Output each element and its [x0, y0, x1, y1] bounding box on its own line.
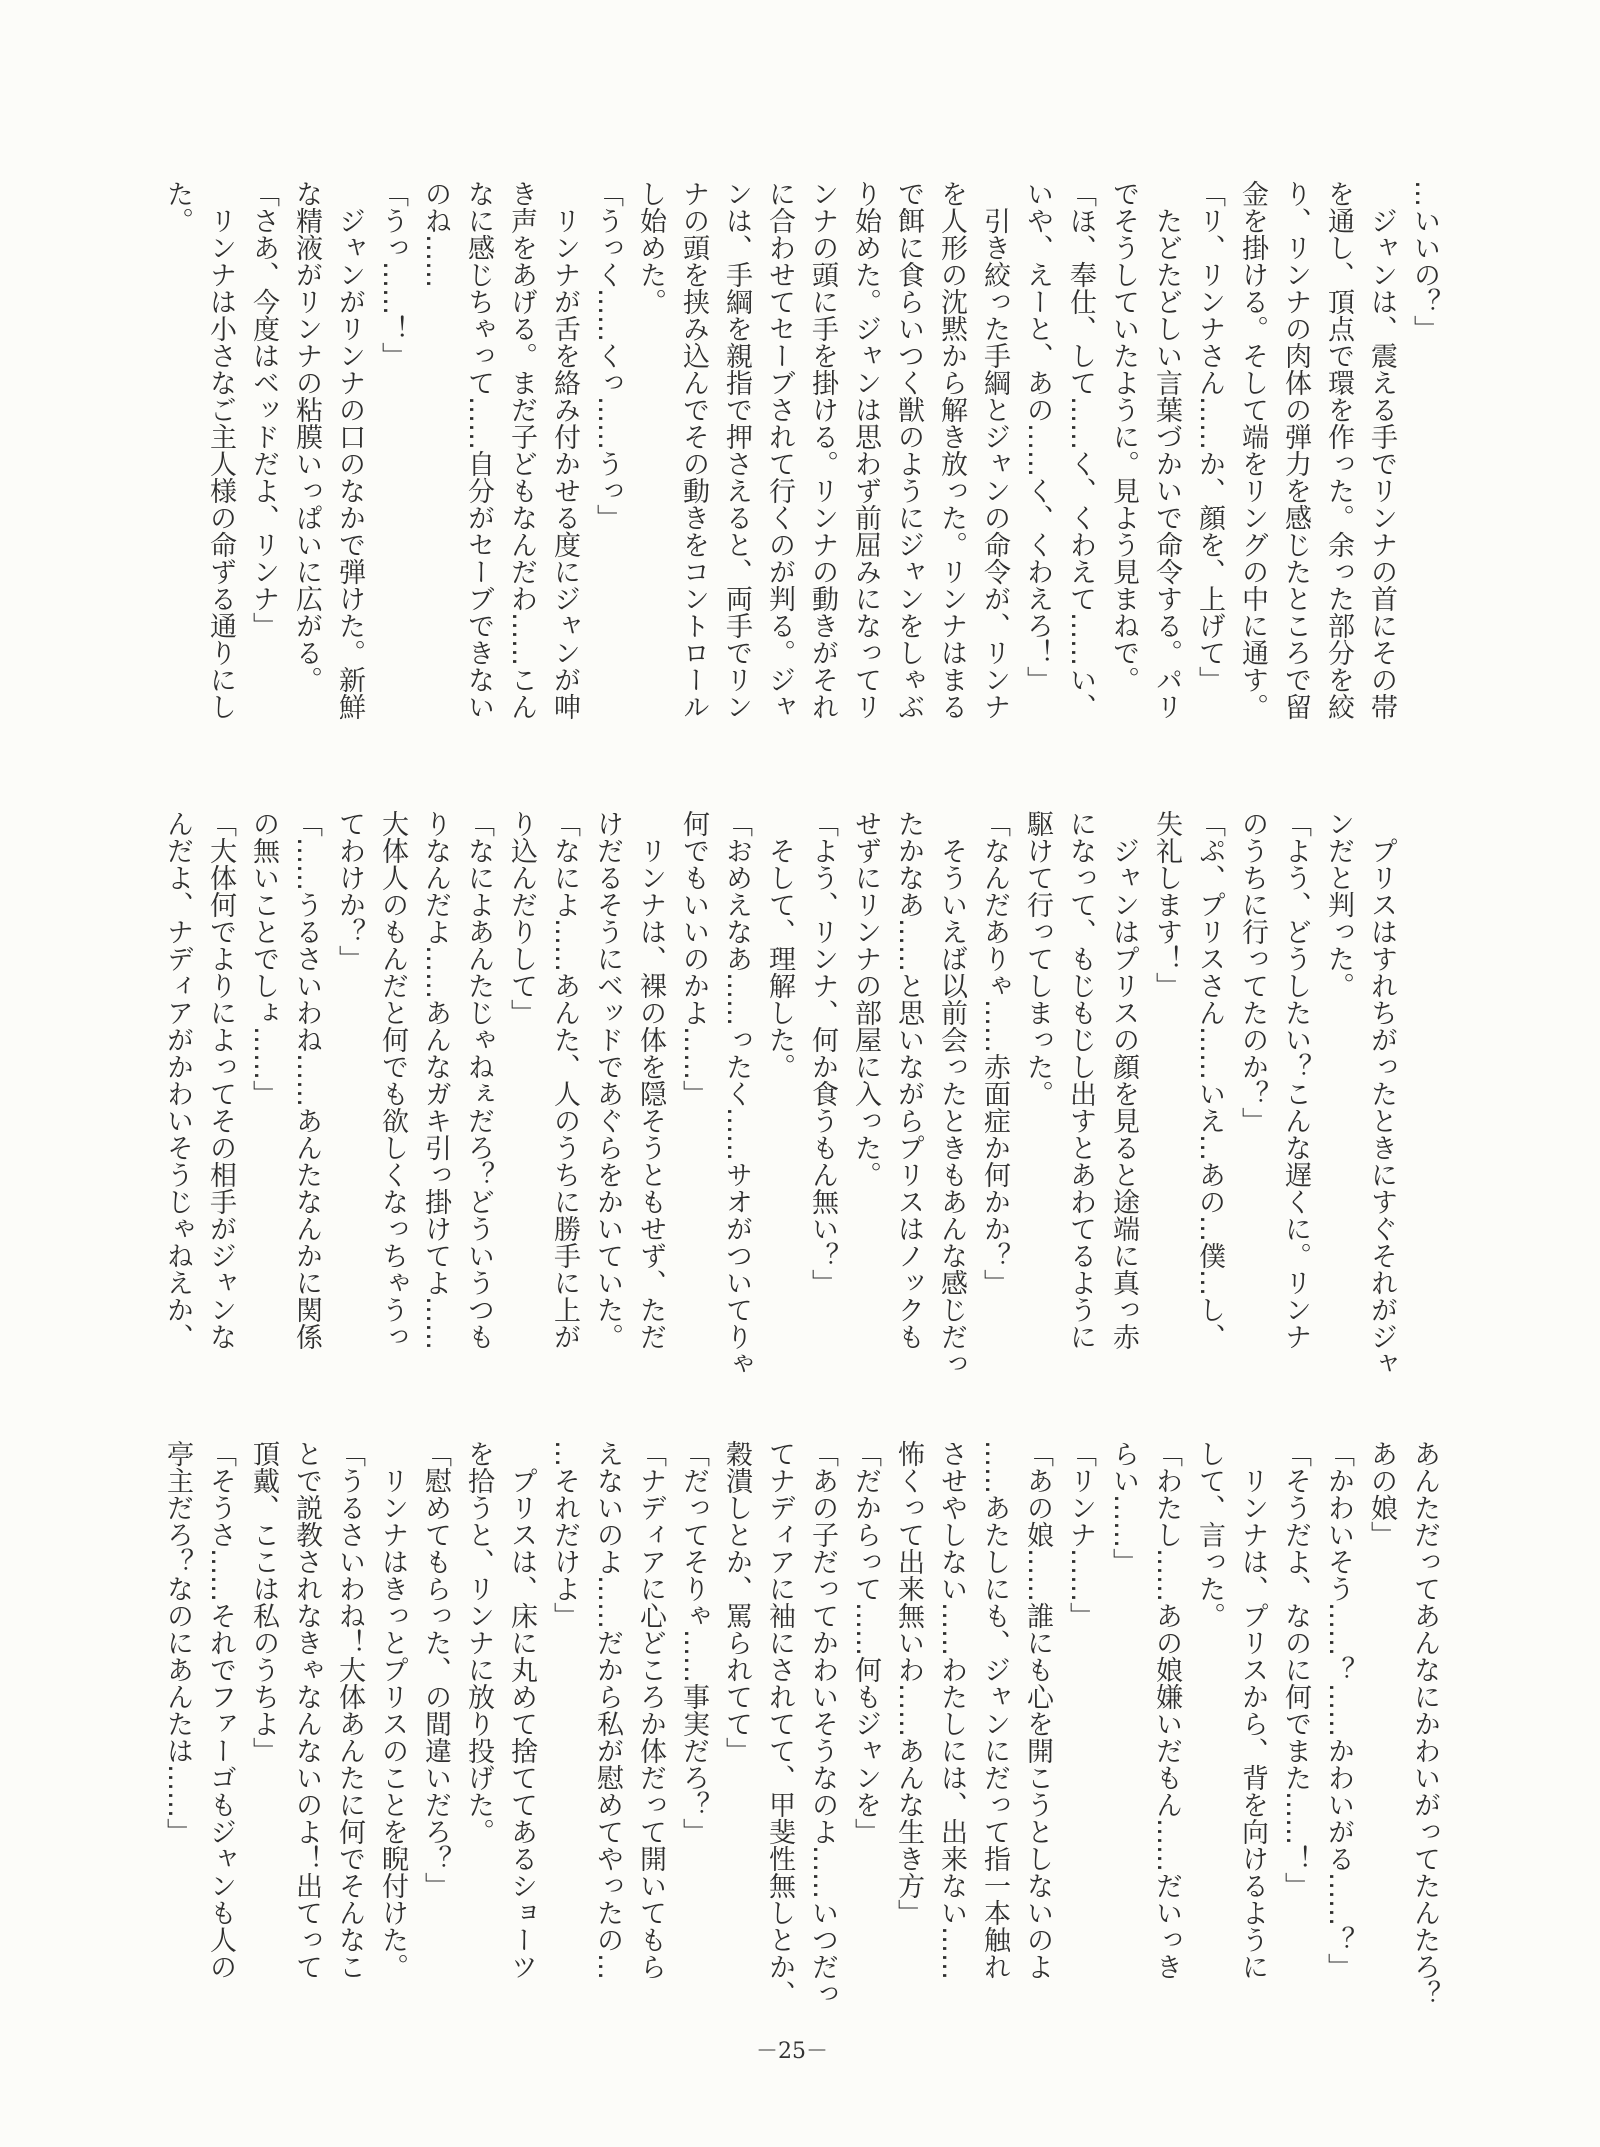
text-column: たかなあ……と思いながらプリスはノックも [893, 810, 924, 1350]
text-column: リンナは、裸の体を隠そうともせず、ただ [635, 810, 666, 1350]
text-column: になって、もじもじし出すとあわてるように [1065, 810, 1096, 1350]
text-column: てナディアに袖にされてて、甲斐性無しとか、 [764, 1440, 795, 2007]
text-column: 「ほ、奉仕、して……く、くわえて……い、 [1065, 180, 1096, 720]
text-column: あんただってあんなにかわいがってたんたろ？ [1409, 1440, 1440, 2007]
text-column: 「大体何でよりによってその相手がジャンな [205, 810, 236, 1350]
text-block-middle [156, 810, 1403, 1377]
text-block-bottom [156, 1440, 1446, 2007]
text-column: り込んだりして」 [506, 810, 537, 1026]
text-column: でそうしていたように。見よう見まねで。 [1108, 180, 1139, 693]
text-column: プリスは、床に丸めて捨ててあるショーツ [506, 1440, 537, 1980]
text-column: のうちに行ってたのか？」 [1237, 810, 1268, 1134]
text-column: そして、理解した。 [764, 810, 795, 1080]
text-column: ジャンは、震える手でリンナの首にその帯 [1366, 180, 1397, 720]
text-column: 「さあ、今度はベッドだよ、リンナ」 [248, 180, 279, 639]
text-column: せずにリンナの部屋に入った。 [850, 810, 881, 1188]
text-column: 怖くって出来無いわ……あんな生き方」 [893, 1440, 924, 1926]
text-column: を通し、頂点で環を作った。余った部分を絞 [1323, 180, 1354, 720]
text-column: プリスはすれちがったときにすぐそれがジャ [1366, 810, 1397, 1377]
text-column: らい……」 [1108, 1440, 1139, 1575]
text-column: リンナが舌を絡み付かせる度にジャンが呻 [549, 180, 580, 720]
text-column: 「だからって……何もジャンを」 [850, 1440, 881, 1845]
text-column: 「あの娘……誰にも心を開こうとしないのよ [1022, 1440, 1053, 1980]
text-column: 「リンナ……」 [1065, 1440, 1096, 1629]
text-column: 亭主だろ？なのにあんたは……」 [162, 1440, 193, 1845]
text-column: 大体人のもんだと何でも欲しくなっちゃうっ [377, 810, 408, 1350]
text-column: 金を掛ける。そして端をリングの中に通す。 [1237, 180, 1268, 720]
text-column: 失礼します！」 [1151, 810, 1182, 999]
text-column: ンだと判った。 [1323, 810, 1354, 999]
text-column: を人形の沈黙から解き放った。リンナはまる [936, 180, 967, 720]
text-column: ……あたしにも、ジャンにだって指一本触れ [979, 1440, 1010, 1980]
text-column: に合わせてセーブされて行くのが判る。ジャ [764, 180, 795, 720]
text-column: な精液がリンナの粘膜いっぱいに広がる。 [291, 180, 322, 693]
text-column: 頂戴、ここは私のうちよ」 [248, 1440, 279, 1764]
text-column: のね…… [420, 180, 451, 288]
text-column: 「……うるさいわね……あんたなんかに関係 [291, 810, 322, 1350]
text-column: 「よう、リンナ、何か食うもん無い？」 [807, 810, 838, 1296]
text-column: …いいの？」 [1409, 180, 1440, 342]
text-column: ジャンがリンナの口のなかで弾けた。新鮮 [334, 180, 365, 720]
text-column: たどたどしい言葉づかいで命令する。パリ [1151, 180, 1182, 720]
text-column: 引き絞った手綱とジャンの命令が、リンナ [979, 180, 1010, 720]
text-column: 「そうだよ、なのに何でまた……！」 [1280, 1440, 1311, 1899]
text-column: 「よう、どうしたい？こんな遅くに。リンナ [1280, 810, 1311, 1350]
text-column: ンは、手綱を親指で押さえると、両手でリン [721, 180, 752, 720]
text-column: いや、えーと、あの……く、くわえろ！」 [1022, 180, 1053, 693]
text-column: えないのよ……だから私が慰めてやったの… [592, 1440, 623, 1980]
text-column: リンナは小さなご主人様の命ずる通りにし [205, 180, 236, 720]
text-column: させやしない……わたしには、出来ない…… [936, 1440, 967, 1980]
text-column: ジャンはプリスの顔を見ると途端に真っ赤 [1108, 810, 1139, 1350]
text-column: あの娘」 [1366, 1440, 1397, 1548]
text-column: リンナは、プリスから、背を向けるように [1237, 1440, 1268, 1980]
text-column: 「ぷ、プリスさん……いえ…あの…僕…し、 [1194, 810, 1225, 1350]
text-column: で餌に食らいつく獣のようにジャンをしゃぶ [893, 180, 924, 720]
text-column: き声をあげる。まだ子どもなんだわ……こん [506, 180, 537, 720]
text-column: なに感じちゃって……自分がセーブできない [463, 180, 494, 720]
text-column: 「わたし……あの娘嫌いだもん……だいっき [1151, 1440, 1182, 1980]
text-column: た。 [162, 180, 193, 234]
text-column: 穀潰しとか、罵られてて」 [721, 1440, 752, 1764]
text-column: 「うるさいわね！大体あんたに何でそんなこ [334, 1440, 365, 1980]
text-column: り始めた。ジャンは思わず前屈みになってリ [850, 180, 881, 720]
text-column: 「慰めてもらった、の間違いだろ？」 [420, 1440, 451, 1899]
text-column: 「なによあんたじゃねぇだろ？どういうつも [463, 810, 494, 1350]
text-column: し始めた。 [635, 180, 666, 315]
text-column: ンナの頭に手を掛ける。リンナの動きがそれ [807, 180, 838, 720]
text-column: んだよ、ナディアがかわいそうじゃねえか、 [162, 810, 193, 1350]
text-column: 「なによ……あんた、人のうちに勝手に上が [549, 810, 580, 1350]
text-column: して、言った。 [1194, 1440, 1225, 1629]
text-column: 「なんだありゃ……赤面症か何かか？」 [979, 810, 1010, 1296]
text-column: の無いことでしょ……」 [248, 810, 279, 1107]
text-column: 「リ、リンナさん……か、顔を、上げて」 [1194, 180, 1225, 693]
text-column: とで説教されなきゃなんないのよ！出てって [291, 1440, 322, 1980]
text-column: …それだけよ」 [549, 1440, 580, 1629]
page-number: －25－ [756, 2039, 828, 2064]
text-column: てわけか？」 [334, 810, 365, 972]
text-column: を拾うと、リンナに放り投げた。 [463, 1440, 494, 1845]
text-column: 「そうさ……それでファーゴもジャンも人の [205, 1440, 236, 1980]
text-column: けだるそうにベッドであぐらをかいていた。 [592, 810, 623, 1350]
text-column: 駆けて行ってしまった。 [1022, 810, 1053, 1107]
text-column: 「おめえなあ……ったく……サオがついてりゃ [721, 810, 752, 1377]
text-column: 「かわいそう……？……かわいがる……？」 [1323, 1440, 1354, 1980]
text-column: 何でもいいのかよ……」 [678, 810, 709, 1107]
text-column: ナの頭を挟み込んでその動きをコントロール [678, 180, 709, 720]
text-column: リンナはきっとプリスのことを睨付けた。 [377, 1440, 408, 1980]
text-column: そういえば以前会ったときもあんな感じだっ [936, 810, 967, 1377]
text-column: 「うっく……くっ……うっ」 [592, 180, 623, 531]
text-column: 「ナディアに心どころか体だって開いてもら [635, 1440, 666, 1980]
text-column: り、リンナの肉体の弾力を感じたところで留 [1280, 180, 1311, 720]
text-column: りなんだよ……あんなガキ引っ掛けてよ…… [420, 810, 451, 1350]
text-column: 「だってそりゃ……事実だろ？」 [678, 1440, 709, 1845]
text-column: 「あの子だってかわいそうなのよ……いつだっ [807, 1440, 838, 2007]
text-block-top [156, 180, 1446, 747]
text-column: 「うっ……！」 [377, 180, 408, 369]
